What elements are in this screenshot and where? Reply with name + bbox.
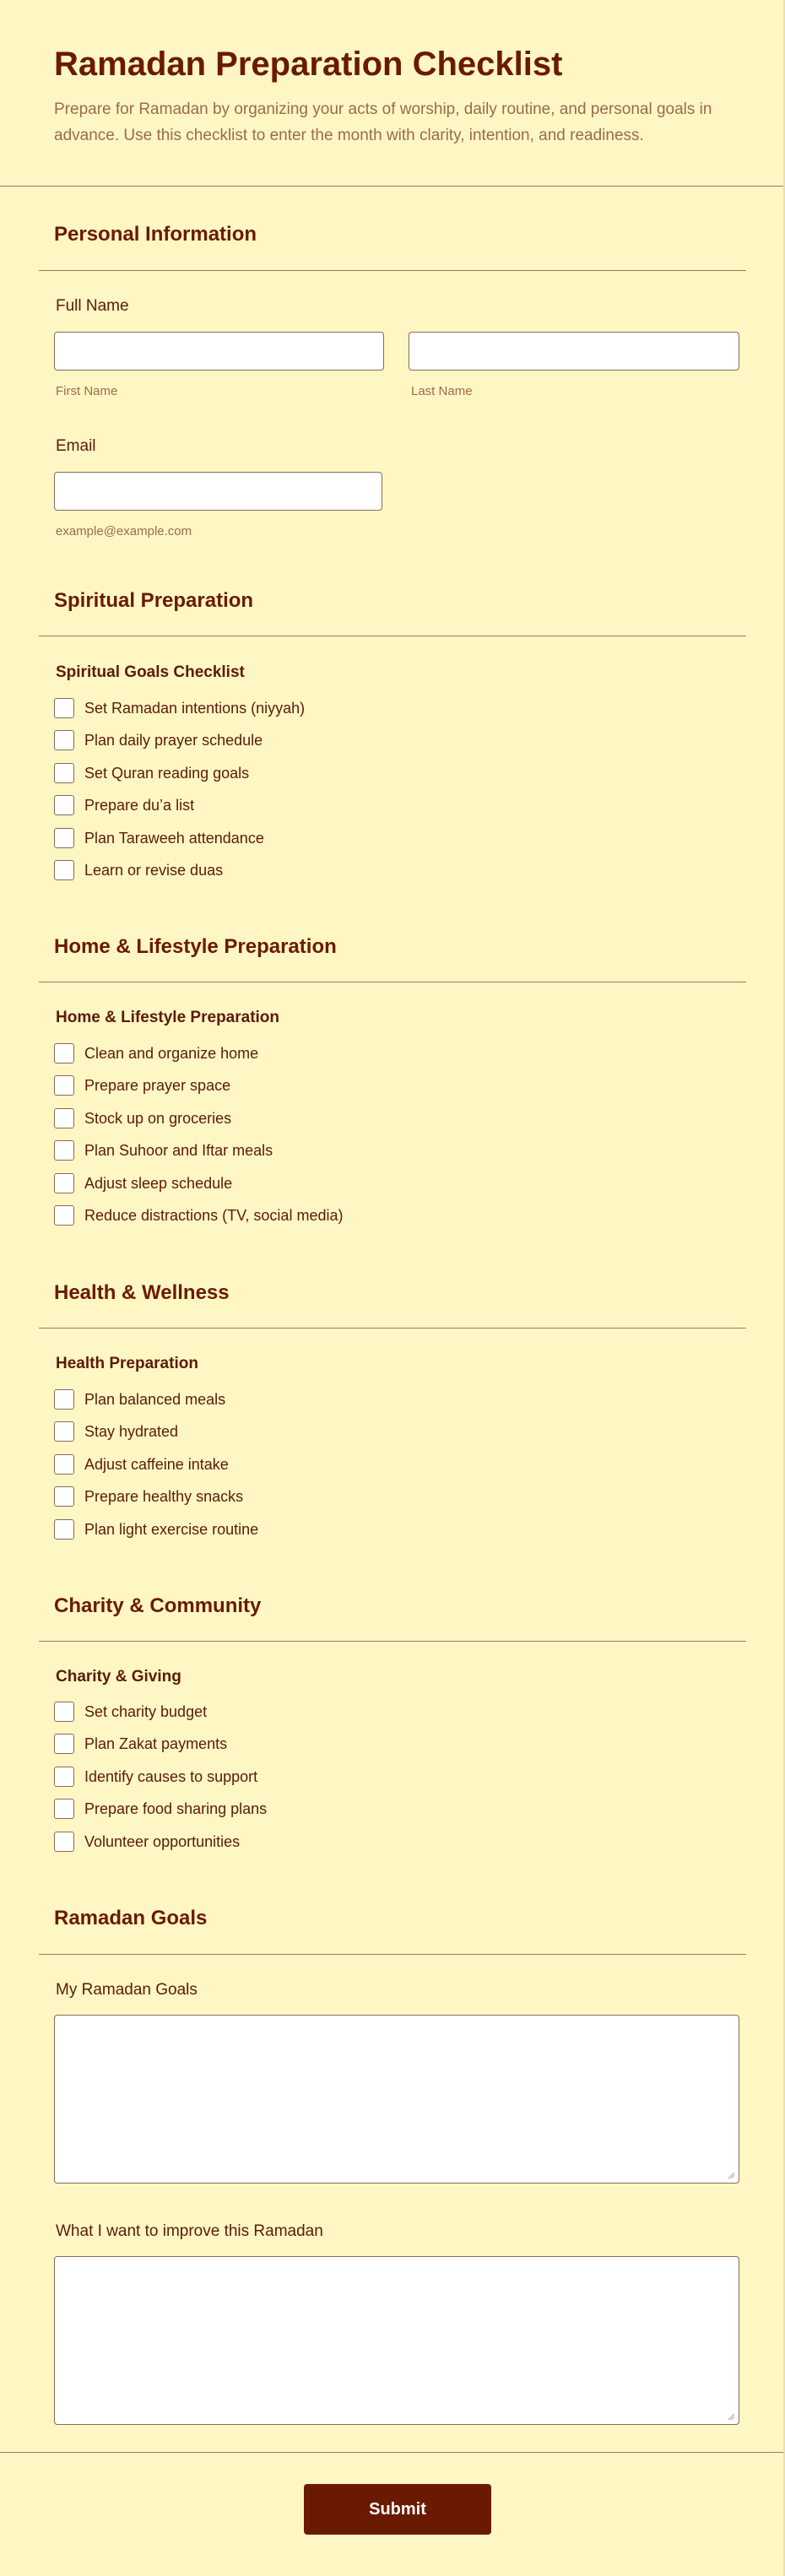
- checklist-item-label: Prepare food sharing plans: [84, 1799, 268, 1817]
- form-description: Prepare for Ramadan by organizing your acts of worship, daily routine, and personal goals in advance. Use this checklist to enter the month with clarity, intention, and readiness.: [54, 100, 712, 144]
- checkbox[interactable]: [54, 1043, 74, 1063]
- checkbox[interactable]: [54, 1832, 74, 1852]
- spiritual-group-label: Spiritual Goals Checklist: [56, 663, 245, 681]
- checklist-item[interactable]: [54, 1042, 258, 1064]
- checklist-item-label: Plan light exercise routine: [84, 1520, 259, 1538]
- checklist-item-label: Plan Suhoor and Iftar meals: [84, 1141, 273, 1159]
- last-name-input[interactable]: [409, 332, 739, 371]
- checklist-item[interactable]: [54, 1388, 225, 1410]
- section-title-charity: Charity & Community: [54, 1594, 262, 1617]
- section-divider: [39, 270, 746, 271]
- checkbox[interactable]: [54, 860, 74, 880]
- checklist-item-label: Clean and organize home: [84, 1044, 259, 1062]
- section-divider: [39, 1954, 746, 1955]
- checklist-item-label: Set Ramadan intentions (niyyah): [84, 699, 306, 717]
- section-title-spiritual: Spiritual Preparation: [54, 589, 254, 612]
- checklist-item-label: Stock up on groceries: [84, 1109, 232, 1127]
- checklist-item-label: Adjust caffeine intake: [84, 1455, 229, 1473]
- checklist-item[interactable]: [54, 1074, 230, 1096]
- checklist-item[interactable]: [54, 1172, 232, 1194]
- email-sublabel: example@example.com: [56, 524, 192, 538]
- checklist-item[interactable]: [54, 1831, 240, 1853]
- checkbox[interactable]: [54, 1454, 74, 1475]
- first-name-input[interactable]: [54, 332, 384, 371]
- checkbox[interactable]: [54, 1486, 74, 1507]
- checkbox[interactable]: [54, 1205, 74, 1226]
- form-title: Ramadan Preparation Checklist: [54, 46, 563, 83]
- checklist-item-label: Set charity budget: [84, 1702, 208, 1720]
- checkbox[interactable]: [54, 1173, 74, 1193]
- checkbox[interactable]: [54, 1519, 74, 1540]
- checklist-item-label: Plan daily prayer schedule: [84, 731, 263, 749]
- checklist-item[interactable]: [54, 1486, 243, 1507]
- checklist-item-label: Reduce distractions (TV, social media): [84, 1206, 344, 1224]
- email-label: Email: [56, 437, 96, 455]
- checklist-item[interactable]: [54, 1798, 267, 1820]
- checkbox[interactable]: [54, 1108, 74, 1128]
- checklist-item[interactable]: [54, 729, 263, 751]
- checklist-item[interactable]: [54, 1204, 343, 1226]
- checklist-item[interactable]: [54, 1733, 227, 1755]
- improve-textarea[interactable]: [54, 2256, 739, 2425]
- checklist-item-label: Learn or revise duas: [84, 861, 224, 879]
- checklist-item[interactable]: [54, 1421, 178, 1442]
- checklist-item[interactable]: [54, 859, 223, 881]
- section-title-health: Health & Wellness: [54, 1281, 230, 1304]
- checkbox[interactable]: [54, 795, 74, 815]
- checklist-item[interactable]: [54, 1107, 231, 1129]
- improve-label: What I want to improve this Ramadan: [56, 2222, 323, 2240]
- checkbox[interactable]: [54, 763, 74, 783]
- checklist-item[interactable]: [54, 794, 194, 816]
- checkbox[interactable]: [54, 1767, 74, 1787]
- section-title-home: Home & Lifestyle Preparation: [54, 935, 337, 958]
- checklist-item-label: Adjust sleep schedule: [84, 1174, 233, 1192]
- checkbox[interactable]: [54, 828, 74, 848]
- first-name-sublabel: First Name: [56, 384, 118, 398]
- checkbox[interactable]: [54, 698, 74, 718]
- health-group-label: Health Preparation: [56, 1355, 198, 1372]
- checkbox[interactable]: [54, 1140, 74, 1161]
- checkbox[interactable]: [54, 1702, 74, 1722]
- section-divider: [39, 1641, 746, 1642]
- checklist-item[interactable]: [54, 827, 264, 849]
- checkbox[interactable]: [54, 730, 74, 750]
- checklist-item-label: Prepare healthy snacks: [84, 1487, 244, 1505]
- checkbox[interactable]: [54, 1421, 74, 1442]
- checkbox[interactable]: [54, 1389, 74, 1410]
- checklist-item-label: Plan balanced meals: [84, 1390, 226, 1408]
- section-title-personal: Personal Information: [54, 223, 257, 246]
- checklist-item[interactable]: [54, 1453, 229, 1475]
- charity-group-label: Charity & Giving: [56, 1668, 181, 1686]
- submit-button[interactable]: Submit: [304, 2484, 491, 2535]
- checklist-item-label: Prepare du’a list: [84, 796, 195, 814]
- checklist-item-label: Volunteer opportunities: [84, 1832, 241, 1850]
- checkbox[interactable]: [54, 1799, 74, 1819]
- checklist-item[interactable]: [54, 1766, 257, 1788]
- full-name-label: Full Name: [56, 297, 129, 315]
- home-group-label: Home & Lifestyle Preparation: [56, 1009, 280, 1026]
- email-input[interactable]: [54, 472, 382, 511]
- checklist-item-label: Identify causes to support: [84, 1767, 258, 1785]
- checklist-item-label: Set Quran reading goals: [84, 764, 250, 782]
- checklist-item-label: Prepare prayer space: [84, 1076, 231, 1094]
- checklist-item[interactable]: [54, 1701, 207, 1723]
- checkbox[interactable]: [54, 1734, 74, 1754]
- checklist-item[interactable]: [54, 762, 249, 784]
- checklist-item[interactable]: [54, 1139, 273, 1161]
- footer-divider: [0, 2452, 785, 2453]
- checklist-item-label: Plan Taraweeh attendance: [84, 829, 264, 847]
- form-header: [0, 0, 785, 187]
- checklist-item-label: Stay hydrated: [84, 1422, 179, 1440]
- section-divider: [39, 1328, 746, 1329]
- my-goals-label: My Ramadan Goals: [56, 1981, 198, 1999]
- last-name-sublabel: Last Name: [411, 384, 473, 398]
- section-title-goals: Ramadan Goals: [54, 1907, 208, 1929]
- checklist-item[interactable]: [54, 1518, 258, 1540]
- resize-grip-icon[interactable]: [727, 2171, 735, 2179]
- checklist-item-label: Plan Zakat payments: [84, 1734, 228, 1752]
- my-goals-textarea[interactable]: [54, 2015, 739, 2184]
- checkbox[interactable]: [54, 1075, 74, 1096]
- checklist-item[interactable]: [54, 697, 305, 719]
- resize-grip-icon[interactable]: [727, 2412, 735, 2421]
